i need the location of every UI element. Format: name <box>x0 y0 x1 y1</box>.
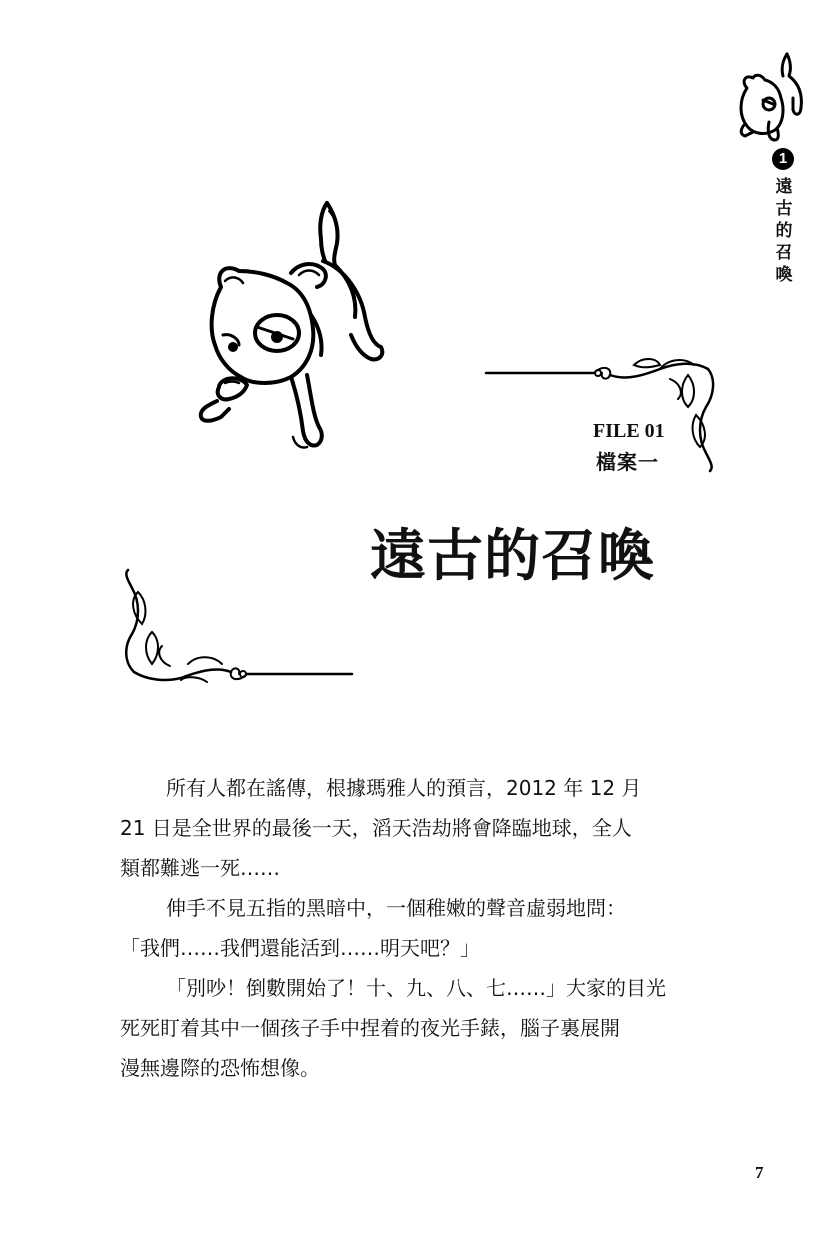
body-line: 死死盯着其中一個孩子手中捏着的夜光手錶，腦子裏展開 <box>120 1016 620 1040</box>
file-label-chinese: 檔案一 <box>596 450 659 474</box>
chapter-number-badge: 1 <box>772 148 794 170</box>
chapter-title: 遠古的召喚 <box>370 524 655 589</box>
body-line: 伸手不見五指的黑暗中，一個稚嫩的聲音虛弱地問： <box>166 896 626 920</box>
page-number: 7 <box>755 1163 764 1182</box>
dog-illustration-icon <box>195 195 390 455</box>
body-line: 所有人都在謠傳，根據瑪雅人的預言，2012 年 12 月 <box>166 776 642 800</box>
flourish-ornament-icon <box>112 568 357 683</box>
small-dog-icon <box>733 48 808 143</box>
body-text <box>120 768 720 1088</box>
body-line: 類都難逃一死…… <box>120 856 280 880</box>
body-line: 「我們……我們還能活到……明天吧？」 <box>120 936 480 960</box>
side-chapter-title: 遠古的召喚 <box>775 177 793 285</box>
body-line: 漫無邊際的恐怖想像。 <box>120 1056 320 1080</box>
body-line: 21 日是全世界的最後一天，滔天浩劫將會降臨地球，全人 <box>120 816 632 840</box>
body-line: 「別吵！倒數開始了！十、九、八、七……」大家的目光 <box>166 976 666 1000</box>
file-label-english: FILE 01 <box>593 420 665 442</box>
